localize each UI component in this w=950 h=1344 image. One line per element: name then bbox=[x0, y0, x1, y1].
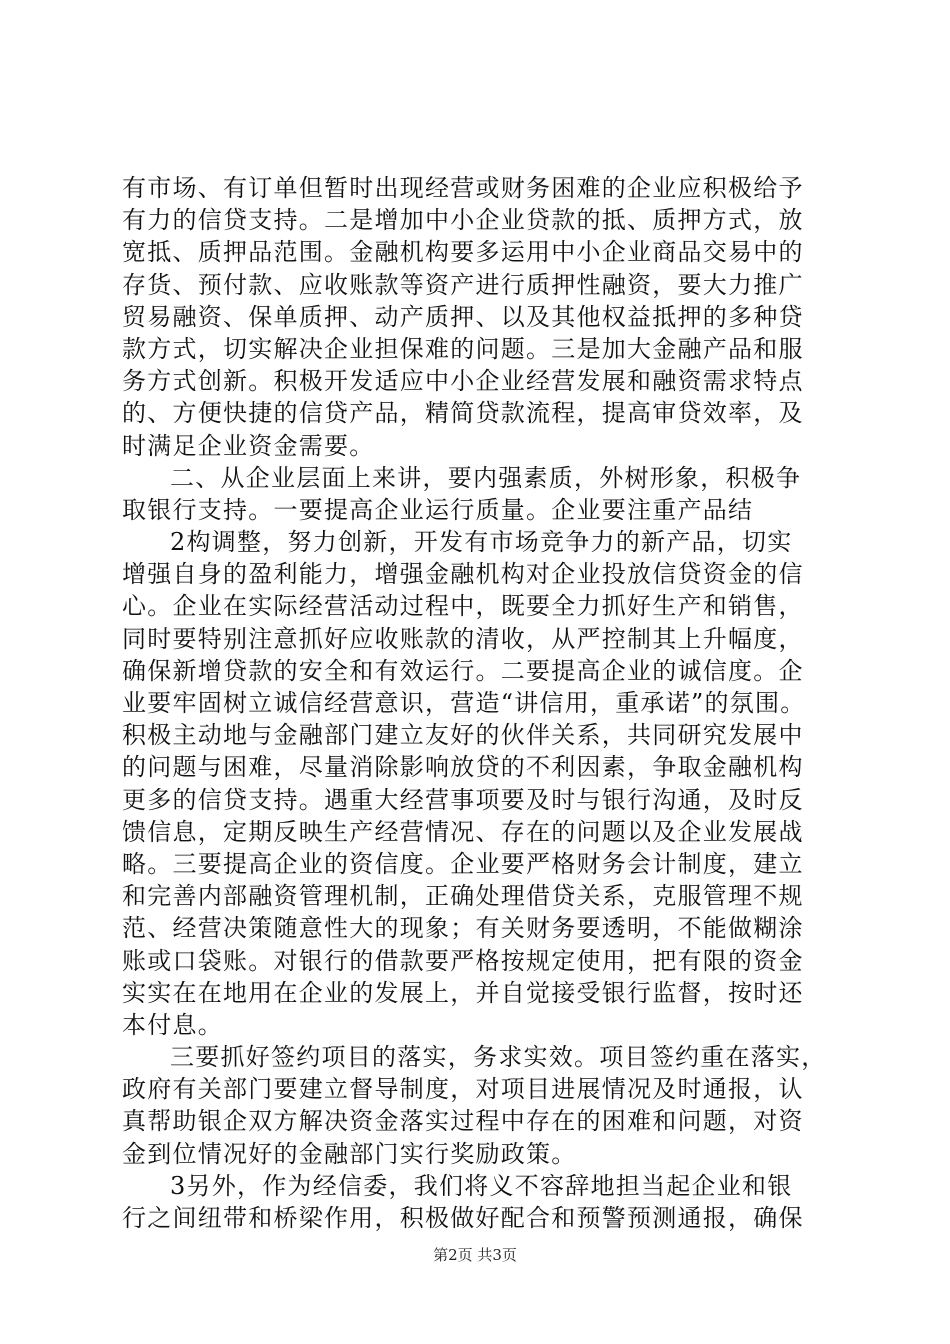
text-line: 本付息。 bbox=[122, 1010, 223, 1039]
text-line: 真帮助银企双方解决资金落实过程中存在的困难和问题，对资 bbox=[122, 1107, 804, 1136]
text-line: 实实在在地用在企业的发展上，并自觉接受银行监督，按时还 bbox=[122, 978, 804, 1007]
text-line: 取银行支持。一要提高企业运行质量。企业要注重产品结 bbox=[122, 495, 754, 524]
text-line: 金到位情况好的金融部门实行奖励政策。 bbox=[122, 1139, 577, 1168]
text-line: 3另外，作为经信委，我们将义不容辞地担当起企业和银 bbox=[170, 1171, 793, 1200]
text-line: 同时要特别注意抓好应收账款的清收，从严控制其上升幅度， bbox=[122, 624, 804, 653]
page-footer: 第2页 共3页 bbox=[433, 1246, 517, 1264]
text-line: 业要牢固树立诚信经营意识，营造“讲信用，重承诺”的氛围。 bbox=[122, 689, 806, 717]
text-line: 务方式创新。积极开发适应中小企业经营发展和融资需求特点 bbox=[122, 367, 804, 396]
text-line: 宽抵、质押品范围。金融机构要多运用中小企业商品交易中的 bbox=[122, 238, 804, 267]
text-line: 的问题与困难，尽量消除影响放贷的不利因素，争取金融机构 bbox=[122, 753, 804, 782]
text-line: 时满足企业资金需要。 bbox=[122, 431, 375, 460]
text-line: 二、从企业层面上来讲，要内强素质，外树形象，积极争 bbox=[170, 463, 802, 492]
text-line: 积极主动地与金融部门建立友好的伙伴关系，共同研究发展中 bbox=[122, 721, 804, 750]
text-line: 馈信息，定期反映生产经营情况、存在的问题以及企业发展战 bbox=[122, 817, 804, 846]
text-line: 范、经营决策随意性大的现象；有关财务要透明，不能做糊涂 bbox=[122, 914, 804, 943]
text-line: 账或口袋账。对银行的借款要严格按规定使用，把有限的资金 bbox=[122, 946, 804, 975]
text-line: 三要抓好签约项目的落实，务求实效。项目签约重在落实， bbox=[170, 1043, 827, 1072]
text-line: 确保新增贷款的安全和有效运行。二要提高企业的诚信度。企 bbox=[122, 656, 804, 685]
text-line: 有力的信贷支持。二是增加中小企业贷款的抵、质押方式，放 bbox=[122, 206, 804, 235]
text-line: 的、方便快捷的信贷产品，精简贷款流程，提高审贷效率，及 bbox=[122, 399, 804, 428]
text-line: 心。企业在实际经营活动过程中，既要全力抓好生产和销售， bbox=[122, 592, 804, 621]
body-text bbox=[122, 172, 842, 1234]
text-line: 2构调整，努力创新，开发有市场竞争力的新产品，切实 bbox=[170, 528, 793, 557]
text-line: 存货、预付款、应收账款等资产进行质押性融资，要大力推广 bbox=[122, 270, 804, 299]
text-line: 贸易融资、保单质押、动产质押、以及其他权益抵押的多种贷 bbox=[122, 302, 804, 331]
text-line: 政府有关部门要建立督导制度，对项目进展情况及时通报，认 bbox=[122, 1075, 804, 1104]
text-line: 略。三要提高企业的资信度。企业要严格财务会计制度，建立 bbox=[122, 849, 804, 878]
text-line: 更多的信贷支持。遇重大经营事项要及时与银行沟通，及时反 bbox=[122, 785, 804, 814]
text-line: 有市场、有订单但暂时出现经营或财务困难的企业应积极给予 bbox=[122, 174, 804, 202]
text-line: 款方式，切实解决企业担保难的问题。三是加大金融产品和服 bbox=[122, 334, 804, 363]
text-line: 增强自身的盈利能力，增强金融机构对企业投放信贷资金的信 bbox=[122, 560, 804, 589]
text-line: 行之间纽带和桥梁作用，积极做好配合和预警预测通报，确保 bbox=[122, 1204, 804, 1232]
text-line: 和完善内部融资管理机制，正确处理借贷关系，克服管理不规 bbox=[122, 882, 804, 911]
